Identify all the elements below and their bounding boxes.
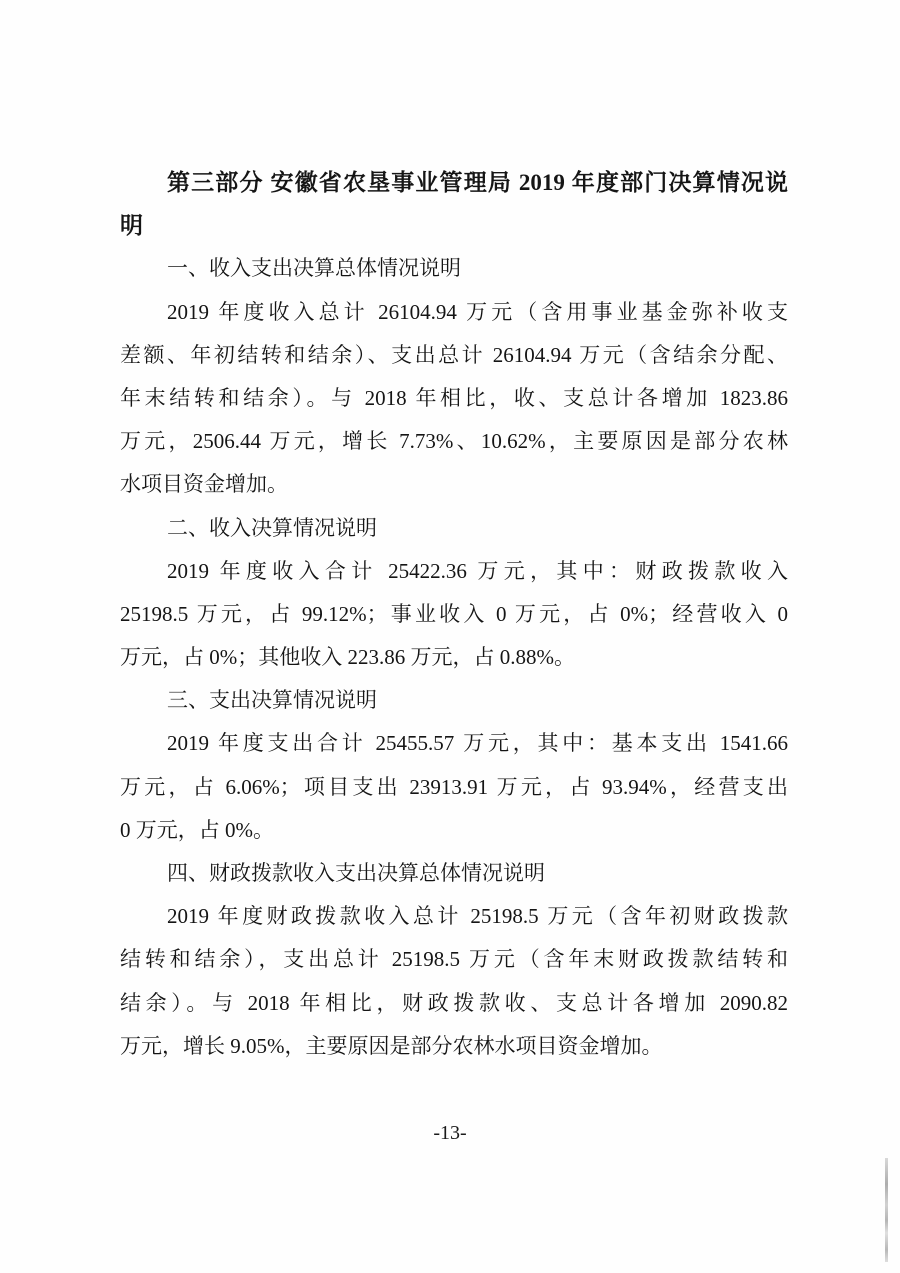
section-4-line-4: 万元，增长 9.05%，主要原因是部分农林水项目资金增加。 xyxy=(120,1033,663,1058)
section-1-line-2: 差额、年初结转和结余）、支出总计 26104.94 万元（含结余分配、 xyxy=(120,342,788,367)
document-title-line-2: 明 xyxy=(120,213,143,239)
section-2-line-2: 25198.5 万元，占 99.12%；事业收入 0 万元，占 0%；经营收入 0 xyxy=(120,601,788,626)
section-2-line-1: 2019 年度收入合计 25422.36 万元，其中：财政拨款收入 xyxy=(167,558,788,583)
section-4-line-3: 结余）。与 2018 年相比，财政拨款收、支总计各增加 2090.82 xyxy=(120,990,788,1015)
section-1-line-3: 年末结转和结余）。与 2018 年相比，收、支总计各增加 1823.86 xyxy=(120,385,788,410)
section-3-line-2: 万元，占 6.06%；项目支出 23913.91 万元，占 93.94%，经营支出 xyxy=(120,774,788,799)
section-1-line-5: 水项目资金增加。 xyxy=(120,472,288,497)
scan-artifact-streak xyxy=(885,1158,888,1262)
section-3-heading: 三、支出决算情况说明 xyxy=(167,688,377,713)
section-2-heading: 二、收入决算情况说明 xyxy=(167,515,377,540)
section-4-line-1: 2019 年度财政拨款收入总计 25198.5 万元（含年初财政拨款 xyxy=(167,904,788,929)
section-3-line-1: 2019 年度支出合计 25455.57 万元，其中：基本支出 1541.66 xyxy=(167,731,788,756)
section-1-heading: 一、收入支出决算总体情况说明 xyxy=(167,256,461,281)
section-1-line-1: 2019 年度收入总计 26104.94 万元（含用事业基金弥补收支 xyxy=(167,299,788,324)
page-number: -13- xyxy=(433,1122,467,1144)
document-text-block xyxy=(120,161,788,1068)
section-1-line-4: 万元，2506.44 万元，增长 7.73%、10.62%，主要原因是部分农林 xyxy=(120,429,788,454)
section-4-line-2: 结转和结余），支出总计 25198.5 万元（含年末财政拨款结转和 xyxy=(120,947,788,972)
section-2-line-3: 万元，占 0%；其他收入 223.86 万元，占 0.88%。 xyxy=(120,645,575,670)
document-title-line-1: 第三部分 安徽省农垦事业管理局 2019 年度部门决算情况说 xyxy=(167,170,788,195)
section-3-line-3: 0 万元，占 0%。 xyxy=(120,817,274,842)
section-4-heading: 四、财政拨款收入支出决算总体情况说明 xyxy=(167,861,545,885)
